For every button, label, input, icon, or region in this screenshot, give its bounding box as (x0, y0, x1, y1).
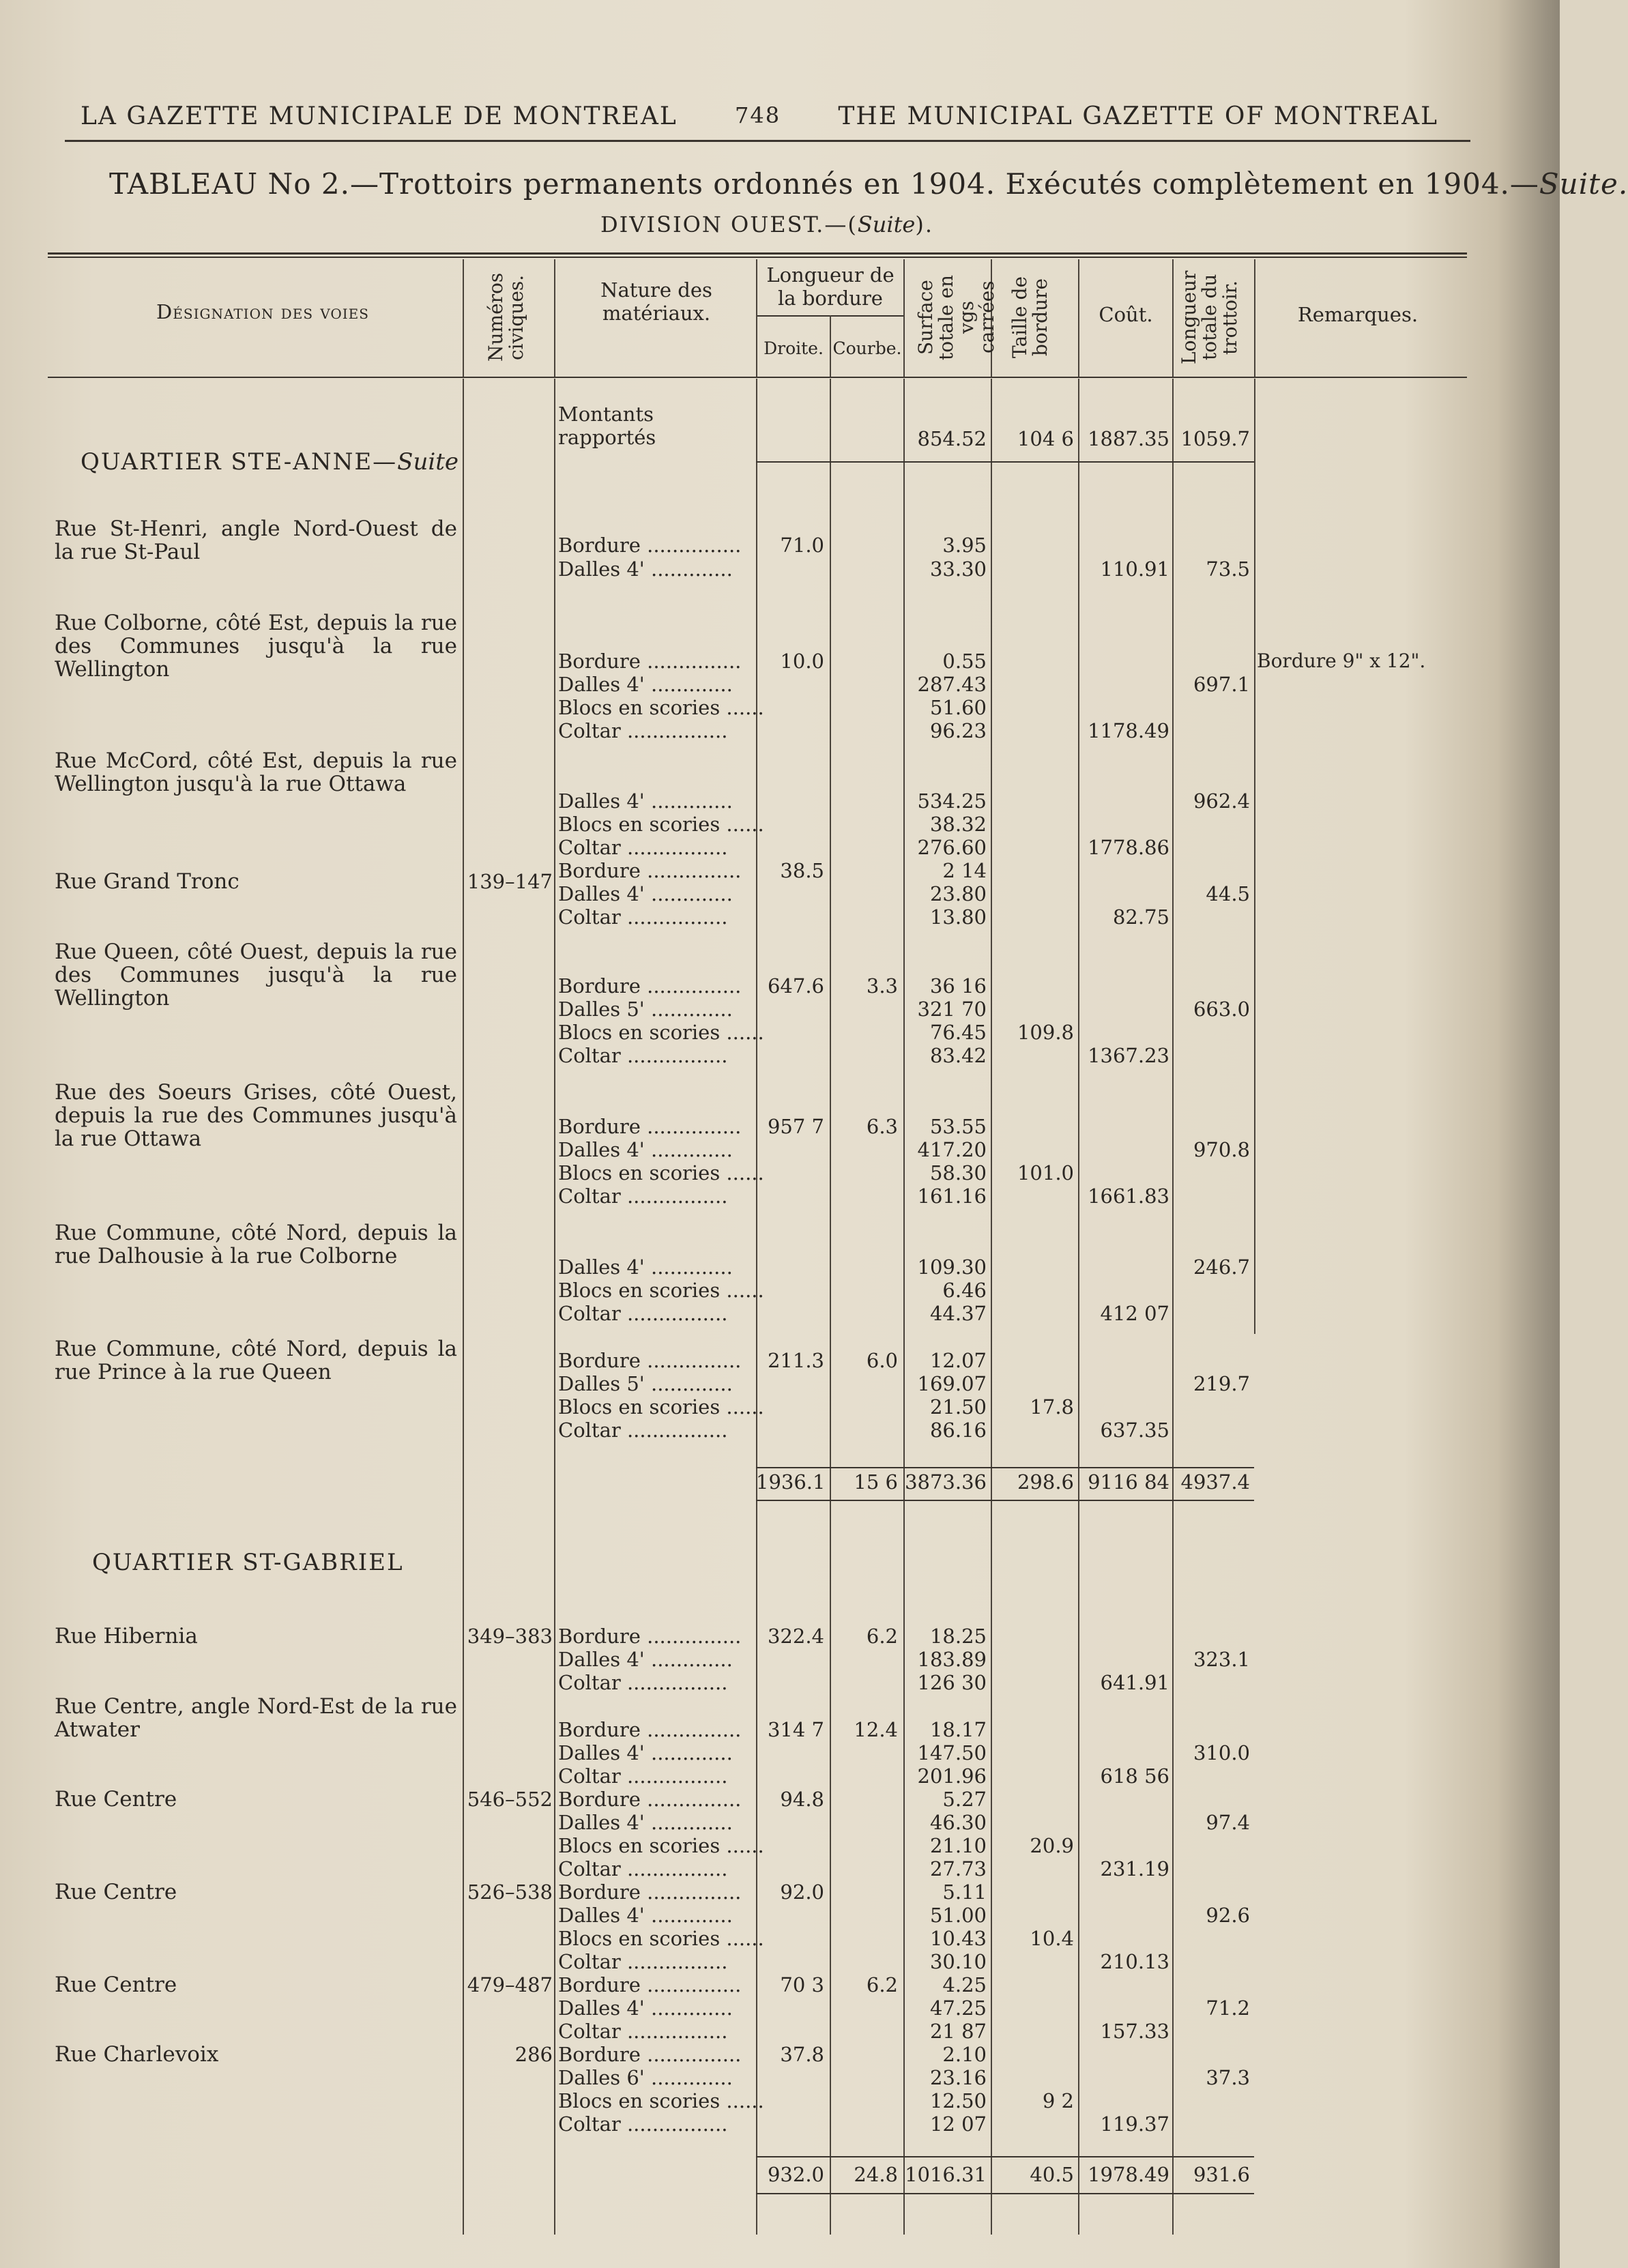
value-surface: 86.16 (929, 1419, 987, 1442)
col-longueur-totale: Longueur totale du trottoir. (1178, 270, 1241, 364)
value-cout: 618 56 (1100, 1764, 1169, 1788)
value-courbe: 6.0 (866, 1349, 898, 1372)
value-longueur-totale: 697.1 (1193, 673, 1250, 696)
value-surface: 18.25 (929, 1625, 987, 1648)
value-longueur-totale: 92.6 (1206, 1904, 1250, 1927)
material-name: Blocs en scories ...... (558, 1395, 764, 1419)
value-droite: 10.0 (780, 650, 824, 673)
street-centre-1: Rue Centre (55, 1787, 177, 1812)
material-name: Bordure ............... (558, 1788, 742, 1811)
value-surface: 21 87 (929, 2020, 987, 2043)
value-surface: 169.07 (917, 1372, 987, 1395)
header-left: LA GAZETTE MUNICIPALE DE MONTREAL (81, 102, 678, 130)
col-taille: Taille de bordure (1008, 276, 1051, 359)
material-name: Coltar ................ (558, 1857, 728, 1880)
value-droite: 94.8 (780, 1788, 824, 1811)
value-surface: 47.25 (929, 1996, 987, 2020)
material-name: Blocs en scories ...... (558, 1021, 764, 1044)
material-name: Coltar ................ (558, 1671, 728, 1694)
street-commune-prince: Rue Commune, côté Nord, depuis la rue Prince à la rue Queen (55, 1337, 457, 1384)
value-droite: 211.3 (767, 1349, 824, 1372)
value-surface: 83.42 (929, 1044, 987, 1067)
value-surface: 44.37 (929, 1302, 987, 1325)
material-name: Blocs en scories ...... (558, 1927, 764, 1950)
street-soeurs-grises: Rue des Soeurs Grises, côté Ouest, depuis la rue des Communes jusqu'à la rue Ottawa (55, 1080, 457, 1151)
value-taille: 9 2 (1042, 2089, 1074, 2112)
civic-number: 286 (514, 2043, 553, 2066)
material-name: Dalles 5' ............. (558, 1372, 733, 1395)
street-centre-atwater: Rue Centre, angle Nord-Est de la rue Atwater (55, 1694, 457, 1742)
value-surface: 2.10 (942, 2043, 987, 2066)
material-name: Bordure ............... (558, 1115, 742, 1138)
value-surface: 417.20 (917, 1138, 987, 1161)
value-surface: 12.50 (929, 2089, 987, 2112)
material-name: Dalles 4' ............. (558, 1996, 733, 2020)
value-surface: 46.30 (929, 1811, 987, 1834)
value-droite: 957 7 (767, 1115, 824, 1138)
value-taille: 101.0 (1017, 1161, 1074, 1184)
material-name: Bordure ............... (558, 1718, 742, 1741)
material-name: Coltar ................ (558, 2112, 728, 2136)
value-surface: 76.45 (929, 1021, 987, 1044)
gabriel-total-taille: 40.5 (1030, 2163, 1074, 2186)
value-droite: 38.5 (780, 859, 824, 882)
street-centre-2: Rue Centre (55, 1880, 177, 1904)
material-name: Dalles 4' ............. (558, 1648, 733, 1671)
value-surface: 5.11 (942, 1880, 987, 1904)
running-header (81, 102, 1438, 130)
value-cout: 210.13 (1100, 1950, 1169, 1973)
gabriel-total-droite: 932.0 (767, 2163, 824, 2186)
table-top-rule (48, 252, 1467, 255)
value-surface: 5.27 (942, 1788, 987, 1811)
col-remarques: Remarques. (1297, 303, 1419, 326)
carried-cout: 1887.35 (1088, 427, 1169, 450)
carried-forward-label: Montants rapportés (558, 403, 656, 449)
street-grand-tronc: Rue Grand Tronc (55, 869, 239, 894)
material-name: Dalles 4' ............. (558, 1741, 733, 1764)
material-name: Dalles 4' ............. (558, 1904, 733, 1927)
value-droite: 314 7 (767, 1718, 824, 1741)
material-name: Dalles 4' ............. (558, 673, 733, 696)
remark-bordure: Bordure 9" x 12". (1257, 650, 1426, 672)
material-name: Bordure ............... (558, 859, 742, 882)
value-surface: 6.46 (942, 1279, 987, 1302)
value-surface: 321 70 (917, 998, 987, 1021)
value-surface: 2 14 (942, 859, 987, 882)
material-name: Blocs en scories ...... (558, 1279, 764, 1302)
street-queen: Rue Queen, côté Ouest, depuis la rue des Communes jusqu'à la rue Wellington (55, 940, 457, 1011)
street-st-henri: Rue St-Henri, angle Nord-Ouest de la rue St-Paul (55, 517, 457, 564)
col-longueur: Longueur de la bordure (766, 263, 895, 310)
street-colborne: Rue Colborne, côté Est, depuis la rue des Communes jusqu'à la rue Wellington (55, 611, 457, 682)
material-name: Coltar ................ (558, 1184, 728, 1208)
material-name: Bordure ............... (558, 1349, 742, 1372)
value-surface: 147.50 (917, 1741, 987, 1764)
street-mccord: Rue McCord, côté Est, depuis la rue Wellington jusqu'à la rue Ottawa (55, 748, 457, 796)
material-name: Blocs en scories ...... (558, 1161, 764, 1184)
material-name: Dalles 4' ............. (558, 789, 733, 813)
value-surface: 33.30 (929, 557, 987, 581)
total-droite: 1936.1 (756, 1470, 826, 1494)
civic-number: 139–147 (467, 870, 553, 893)
gabriel-total-cout: 1978.49 (1088, 2163, 1169, 2186)
material-name: Dalles 4' ............. (558, 882, 733, 905)
value-taille: 10.4 (1030, 1927, 1074, 1950)
value-surface: 4.25 (942, 1973, 987, 1996)
col-nature: Nature des matériaux. (600, 278, 712, 325)
value-cout: 110.91 (1100, 557, 1169, 581)
value-cout: 1778.86 (1088, 836, 1169, 859)
col-numeros: Numéros civiques. (484, 272, 527, 362)
table-title: TABLEAU No 2.—Trottoirs permanents ordonnés en 1904. Exécutés complètement en 1904.—Suite. (109, 167, 1628, 201)
gabriel-total-longueur: 931.6 (1193, 2163, 1250, 2186)
value-longueur-totale: 219.7 (1193, 1372, 1250, 1395)
value-longueur-totale: 970.8 (1193, 1138, 1250, 1161)
value-surface: 23.80 (929, 882, 987, 905)
value-courbe: 6.2 (866, 1973, 898, 1996)
carried-surface: 854.52 (917, 427, 987, 450)
value-longueur-totale: 246.7 (1193, 1255, 1250, 1279)
carried-longueur: 1059.7 (1180, 427, 1250, 450)
total-courbe: 15 6 (854, 1470, 898, 1494)
table-top-rule-2 (48, 257, 1467, 258)
value-cout: 1178.49 (1088, 719, 1169, 742)
street-centre-3: Rue Centre (55, 1973, 177, 1997)
street-charlevoix: Rue Charlevoix (55, 2042, 219, 2067)
material-name: Bordure ............... (558, 974, 742, 998)
material-name: Coltar ................ (558, 1302, 728, 1325)
col-surface: Surface totale en vgs carrées (914, 274, 998, 360)
material-name: Bordure ............... (558, 534, 742, 557)
value-longueur-totale: 310.0 (1193, 1741, 1250, 1764)
value-surface: 27.73 (929, 1857, 987, 1880)
material-name: Blocs en scories ...... (558, 1834, 764, 1857)
material-name: Blocs en scories ...... (558, 2089, 764, 2112)
material-name: Dalles 5' ............. (558, 998, 733, 1021)
value-surface: 0.55 (942, 650, 987, 673)
col-cout: Coût. (1099, 303, 1153, 326)
value-surface: 12 07 (929, 2112, 987, 2136)
value-cout: 119.37 (1100, 2112, 1169, 2136)
value-longueur-totale: 44.5 (1206, 882, 1250, 905)
col-droite: Droite. (764, 338, 824, 358)
material-name: Bordure ............... (558, 1625, 742, 1648)
value-surface: 53.55 (929, 1115, 987, 1138)
value-surface: 58.30 (929, 1161, 987, 1184)
value-surface: 51.60 (929, 696, 987, 719)
material-name: Coltar ................ (558, 719, 728, 742)
value-surface: 12.07 (929, 1349, 987, 1372)
value-droite: 70 3 (780, 1973, 824, 1996)
value-surface: 126 30 (917, 1671, 987, 1694)
value-surface: 21.50 (929, 1395, 987, 1419)
material-name: Coltar ................ (558, 2020, 728, 2043)
value-longueur-totale: 73.5 (1206, 557, 1250, 581)
quartier-st-gabriel: QUARTIER ST-GABRIEL (92, 1549, 404, 1576)
total-taille: 298.6 (1017, 1470, 1074, 1494)
material-name: Dalles 4' ............. (558, 1255, 733, 1279)
material-name: Coltar ................ (558, 1764, 728, 1788)
material-name: Coltar ................ (558, 836, 728, 859)
value-cout: 637.35 (1100, 1419, 1169, 1442)
value-droite: 37.8 (780, 2043, 824, 2066)
material-name: Bordure ............... (558, 650, 742, 673)
material-name: Blocs en scories ...... (558, 696, 764, 719)
material-name: Bordure ............... (558, 1880, 742, 1904)
value-droite: 71.0 (780, 534, 824, 557)
total-longueur: 4937.4 (1180, 1470, 1250, 1494)
material-name: Coltar ................ (558, 1419, 728, 1442)
value-surface: 161.16 (917, 1184, 987, 1208)
page-number: 748 (735, 102, 781, 128)
street-commune-dalhousie: Rue Commune, côté Nord, depuis la rue Dalhousie à la rue Colborne (55, 1221, 457, 1268)
value-surface: 30.10 (929, 1950, 987, 1973)
civic-number: 546–552 (467, 1788, 553, 1811)
value-surface: 183.89 (917, 1648, 987, 1671)
value-cout: 1367.23 (1088, 1044, 1169, 1067)
gabriel-total-surface: 1016.31 (905, 2163, 987, 2186)
header-right: THE MUNICIPAL GAZETTE OF MONTREAL (838, 102, 1438, 130)
value-surface: 23.16 (929, 2066, 987, 2089)
value-cout: 231.19 (1100, 1857, 1169, 1880)
value-surface: 287.43 (917, 673, 987, 696)
carried-taille: 104 6 (1017, 427, 1074, 450)
value-surface: 96.23 (929, 719, 987, 742)
header-rule (65, 140, 1470, 142)
value-courbe: 3.3 (866, 974, 898, 998)
value-droite: 92.0 (780, 1880, 824, 1904)
material-name: Dalles 4' ............. (558, 1138, 733, 1161)
value-taille: 20.9 (1030, 1834, 1074, 1857)
value-surface: 534.25 (917, 789, 987, 813)
total-surface: 3873.36 (905, 1470, 987, 1494)
street-hibernia: Rue Hibernia (55, 1624, 198, 1648)
value-longueur-totale: 37.3 (1206, 2066, 1250, 2089)
value-surface: 201.96 (917, 1764, 987, 1788)
material-name: Coltar ................ (558, 905, 728, 929)
value-courbe: 6.2 (866, 1625, 898, 1648)
material-name: Dalles 6' ............. (558, 2066, 733, 2089)
material-name: Dalles 4' ............. (558, 557, 733, 581)
value-courbe: 12.4 (854, 1718, 898, 1741)
value-surface: 18.17 (929, 1718, 987, 1741)
value-longueur-totale: 962.4 (1193, 789, 1250, 813)
value-surface: 38.32 (929, 813, 987, 836)
value-longueur-totale: 71.2 (1206, 1996, 1250, 2020)
header-bottom-rule (48, 377, 1467, 378)
value-surface: 51.00 (929, 1904, 987, 1927)
material-name: Blocs en scories ...... (558, 813, 764, 836)
value-taille: 17.8 (1030, 1395, 1074, 1419)
quartier-ste-anne: QUARTIER STE-ANNE—Suite (81, 448, 459, 476)
value-surface: 3.95 (942, 534, 987, 557)
value-cout: 82.75 (1112, 905, 1169, 929)
value-surface: 21.10 (929, 1834, 987, 1857)
material-name: Coltar ................ (558, 1044, 728, 1067)
value-courbe: 6.3 (866, 1115, 898, 1138)
value-cout: 157.33 (1100, 2020, 1169, 2043)
division-subtitle: DIVISION OUEST.—(Suite). (600, 212, 934, 237)
civic-number: 349–383 (467, 1625, 553, 1648)
value-surface: 13.80 (929, 905, 987, 929)
value-longueur-totale: 97.4 (1206, 1811, 1250, 1834)
material-name: Bordure ............... (558, 2043, 742, 2066)
value-surface: 36 16 (929, 974, 987, 998)
value-droite: 322.4 (767, 1625, 824, 1648)
civic-number: 526–538 (467, 1880, 553, 1904)
value-cout: 641.91 (1100, 1671, 1169, 1694)
value-surface: 10.43 (929, 1927, 987, 1950)
civic-number: 479–487 (467, 1973, 553, 1996)
value-cout: 412 07 (1100, 1302, 1169, 1325)
value-droite: 647.6 (767, 974, 824, 998)
material-name: Bordure ............... (558, 1973, 742, 1996)
material-name: Coltar ................ (558, 1950, 728, 1973)
value-cout: 1661.83 (1088, 1184, 1169, 1208)
gabriel-total-courbe: 24.8 (854, 2163, 898, 2186)
value-longueur-totale: 663.0 (1193, 998, 1250, 1021)
value-surface: 276.60 (917, 836, 987, 859)
total-cout: 9116 84 (1088, 1470, 1169, 1494)
col-courbe: Courbe. (832, 338, 902, 358)
value-surface: 109.30 (917, 1255, 987, 1279)
value-taille: 109.8 (1017, 1021, 1074, 1044)
material-name: Dalles 4' ............. (558, 1811, 733, 1834)
value-longueur-totale: 323.1 (1193, 1648, 1250, 1671)
col-designation: Désignation des voies (156, 300, 369, 323)
